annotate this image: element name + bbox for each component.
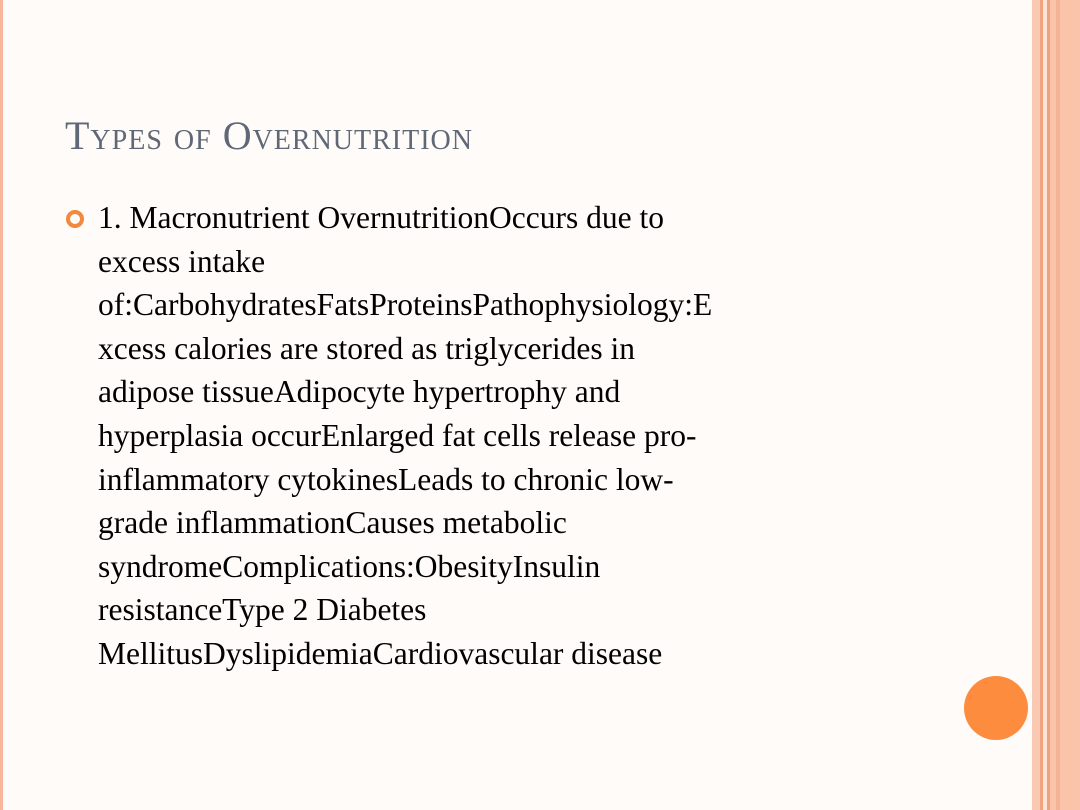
bullet-line: grade inflammationCauses metabolic: [98, 505, 567, 541]
decorative-stripe: [1032, 0, 1040, 810]
decorative-stripe: [1050, 0, 1080, 810]
slide-title: Types of Overnutrition: [65, 113, 473, 158]
orange-circle-decoration: [964, 676, 1028, 740]
bullet-line: of:CarbohydratesFatsProteinsPathophysiology:E: [98, 287, 713, 323]
bullet-line: xcess calories are stored as triglycerides in: [98, 330, 636, 366]
bullet-line: syndromeComplications:ObesityInsulin: [98, 548, 601, 584]
bullet-line: 1. Macronutrient OvernutritionOccurs due to: [98, 200, 664, 235]
bullet-line: excess intake: [98, 243, 266, 279]
bullet-line: hyperplasia occurEnlarged fat cells release pro-: [98, 417, 697, 453]
bullet-item: [66, 196, 916, 676]
slide-body: [66, 196, 916, 676]
bullet-line: inflammatory cytokinesLeads to chronic low-: [98, 461, 674, 497]
decorative-stripe: [1056, 0, 1060, 810]
bullet-text: [98, 196, 916, 676]
ring-bullet-icon: [66, 210, 84, 228]
bullet-line: MellitusDyslipidemiaCardiovascular disease: [98, 635, 663, 671]
bullet-line: adipose tissueAdipocyte hypertrophy and: [98, 374, 621, 410]
bullet-line: resistanceType 2 Diabetes: [98, 592, 427, 628]
